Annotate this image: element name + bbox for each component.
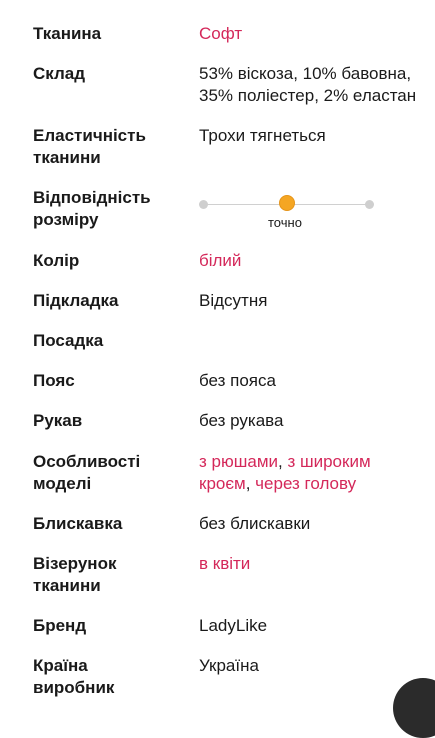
features-label-line-2: моделі	[33, 474, 92, 493]
elasticity-label-line-1: Еластичність	[33, 126, 146, 145]
spec-value-brand: LadyLike	[199, 616, 268, 635]
spec-value-belt: без пояса	[199, 371, 276, 390]
features-label-line-1: Особливості	[33, 452, 141, 471]
feature-link-over-head[interactable]: через голову	[255, 474, 357, 493]
spec-label-lining: Підкладка	[33, 291, 119, 310]
spec-label-sleeve: Рукав	[33, 411, 83, 430]
slider-dot-large	[365, 200, 374, 209]
spec-value-country: Україна	[199, 656, 259, 675]
spec-value-composition	[199, 63, 431, 107]
feature-separator: ,	[278, 452, 288, 471]
spec-value-lining: Відсутня	[199, 291, 268, 310]
pattern-label-line-1: Візерунок	[33, 554, 117, 573]
spec-label-zipper: Блискавка	[33, 514, 123, 533]
spec-label-fit-match	[33, 187, 183, 231]
spec-value-color[interactable]: білий	[199, 251, 242, 270]
feature-link-wide-cut-cont[interactable]: кроєм	[199, 474, 246, 493]
slider-caption: точно	[268, 215, 302, 230]
spec-label-pattern	[33, 553, 183, 597]
spec-label-features	[33, 451, 183, 495]
country-label-line-1: Країна	[33, 656, 88, 675]
spec-value-elasticity: Трохи тягнеться	[199, 126, 326, 145]
spec-label-fabric: Тканина	[33, 24, 102, 43]
spec-value-features	[199, 451, 431, 495]
spec-value-sleeve: без рукава	[199, 411, 284, 430]
elasticity-label-line-2: тканини	[33, 148, 101, 167]
fit-match-label-line-1: Відповідність	[33, 188, 151, 207]
spec-label-country	[33, 655, 183, 699]
feature-link-wide-cut[interactable]: з широким	[287, 452, 371, 471]
pattern-label-line-2: тканини	[33, 576, 101, 595]
fit-match-label-line-2: розміру	[33, 210, 99, 229]
spec-label-composition: Склад	[33, 64, 86, 83]
slider-dot-small	[199, 200, 208, 209]
slider-knob	[279, 195, 295, 211]
feature-separator: ,	[245, 474, 256, 493]
spec-label-brand: Бренд	[33, 616, 87, 635]
composition-line-2: 35% поліестер, 2% еластан	[199, 86, 417, 105]
spec-value-zipper: без блискавки	[199, 514, 311, 533]
composition-line-1: 53% віскоза, 10% бавовна,	[199, 64, 412, 83]
country-label-line-2: виробник	[33, 678, 115, 697]
size-fit-slider	[199, 197, 374, 233]
spec-label-color: Колір	[33, 251, 80, 270]
feature-link-ruffles[interactable]: з рюшами	[199, 452, 278, 471]
spec-label-elasticity	[33, 125, 183, 169]
spec-value-fabric[interactable]: Софт	[199, 24, 243, 43]
spec-label-belt: Пояс	[33, 371, 75, 390]
chat-fab-icon[interactable]	[393, 678, 435, 738]
spec-value-pattern[interactable]: в квіти	[199, 554, 251, 573]
spec-label-fit: Посадка	[33, 331, 104, 350]
